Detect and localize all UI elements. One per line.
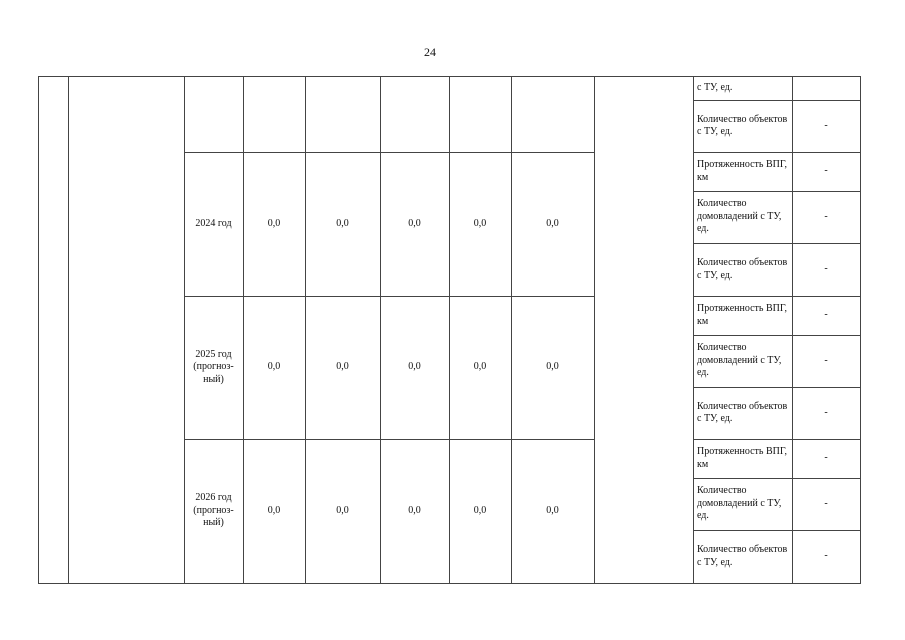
indicator-value: - [824, 165, 828, 177]
table-bottom-border [38, 583, 861, 584]
indicator-label: Количество объектов с ТУ, ед. [697, 544, 788, 568]
value-cell: 0,0 [336, 504, 349, 516]
indicator-value: - [824, 406, 828, 418]
value-cell: 0,0 [546, 217, 559, 229]
indicator-label: Количество домовладений с ТУ, ед. [697, 198, 782, 235]
value-cell: 0,0 [473, 504, 487, 516]
indicator-label: Количество домовладений с ТУ, ед. [697, 342, 782, 379]
indicator-value: - [824, 354, 828, 366]
value-cell: 0,0 [473, 217, 487, 229]
indicator-value: - [824, 263, 828, 275]
indicator-label: с ТУ, ед. [697, 81, 733, 93]
indicator-value [792, 76, 860, 100]
value-cell: 0,0 [408, 217, 421, 229]
indicator-label: Количество домовладений с ТУ, ед. [697, 485, 782, 522]
indicator-value: - [824, 550, 828, 562]
table-column-border [68, 76, 69, 584]
indicator-label: Количество объектов с ТУ, ед. [697, 400, 788, 424]
indicator-value: - [824, 119, 828, 131]
value-cell: 0,0 [267, 217, 281, 229]
year-cell: 2026 год (прогноз-ный) [193, 492, 234, 529]
value-cell: 0,0 [473, 361, 487, 373]
value-cell: 0,0 [546, 504, 559, 516]
indicator-label: Протяженность ВПГ, км [697, 446, 788, 470]
value-cell: 0,0 [408, 504, 421, 516]
value-cell: 0,0 [267, 504, 281, 516]
value-cell: 0,0 [408, 361, 421, 373]
year-cell: 2024 год [195, 217, 232, 229]
value-cell: 0,0 [546, 361, 559, 373]
indicator-value: - [824, 497, 828, 509]
table-column-border [38, 76, 39, 584]
indicator-label: Протяженность ВПГ, км [697, 303, 788, 327]
indicator-value: - [824, 210, 828, 222]
indicator-label: Количество объектов с ТУ, ед. [697, 113, 788, 137]
indicator-label: Протяженность ВПГ, км [697, 159, 788, 183]
year-cell: 2025 год (прогноз-ный) [193, 348, 234, 385]
value-cell: 0,0 [336, 361, 349, 373]
value-cell: 0,0 [267, 361, 281, 373]
page-number: 24 [424, 45, 436, 59]
indicator-value: - [824, 452, 828, 464]
indicator-value: - [824, 309, 828, 321]
indicator-label: Количество объектов с ТУ, ед. [697, 257, 788, 281]
value-cell: 0,0 [336, 217, 349, 229]
